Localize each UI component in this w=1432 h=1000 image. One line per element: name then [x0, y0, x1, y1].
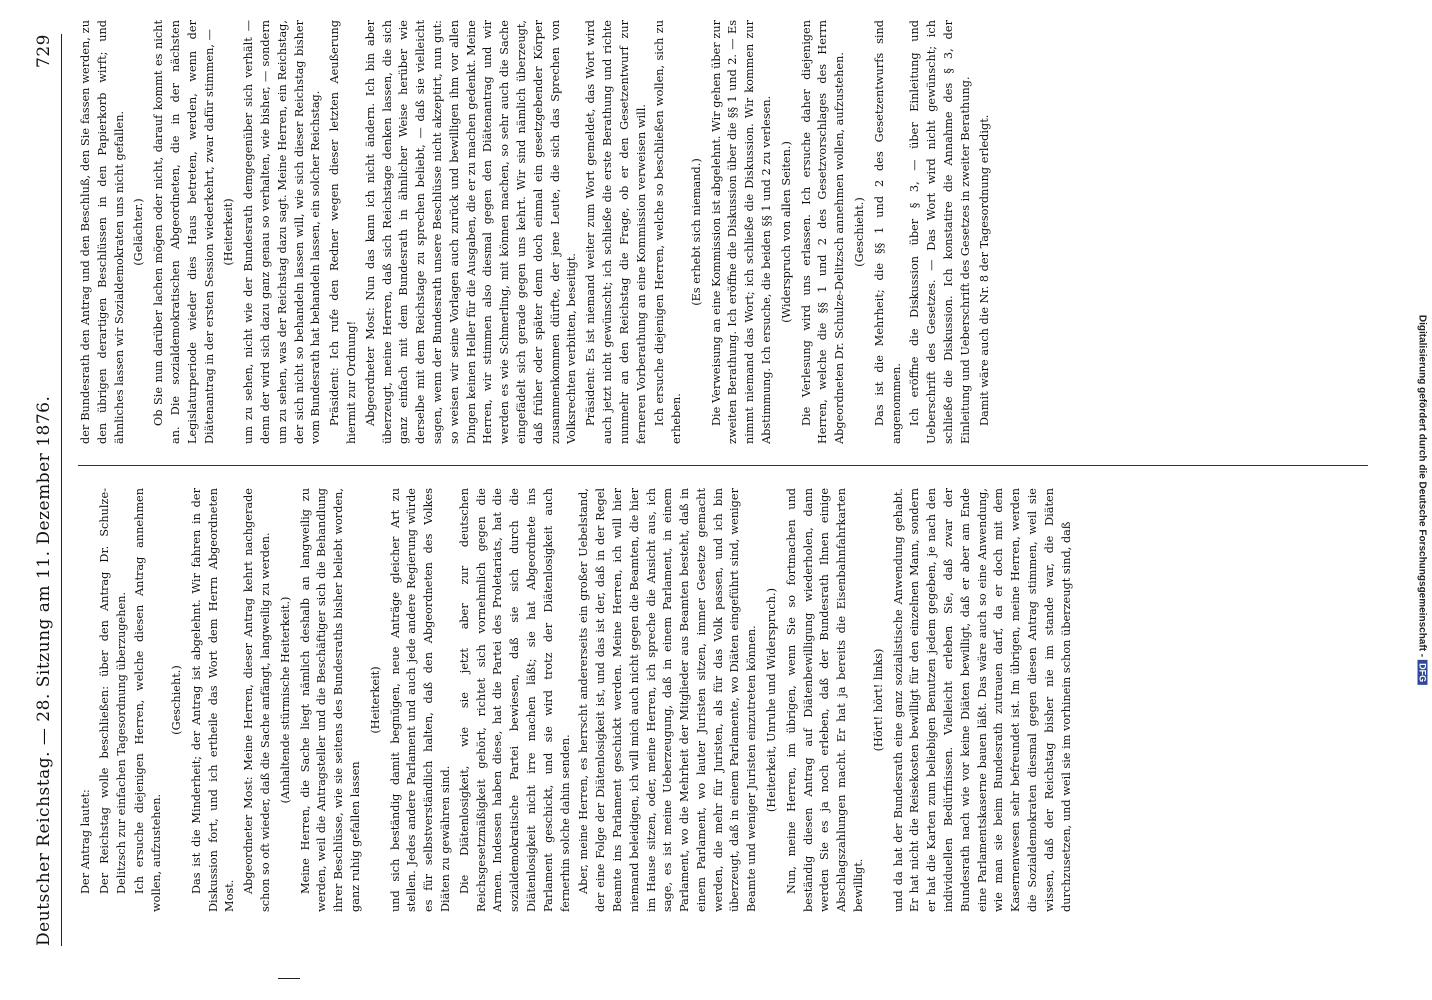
right-paragraph: (Widerspruch von allen Seiten.): [779, 141, 793, 323]
column-divider: [78, 465, 1368, 466]
right-paragraph: (Geschieht.): [853, 197, 867, 267]
right-paragraph: Ich eröffne die Diskussion über § 3, — über Einleitung und Ueberschrift des Gesetzes. — Das Wort wird nicht gewünscht; ich schließe die Diskussion. Ich konstatire die Annahme des § 3, der Einleitung und Ueberschrift des Gesetzes in zweiter Berathung.: [908, 20, 972, 444]
left-paragraph: Der Antrag lautet:: [79, 789, 92, 894]
left-paragraph: (Heiterkeit): [368, 666, 382, 734]
digitization-credit: [1412, 0, 1432, 1000]
left-paragraph: (Heiterkeit, Unruhe und Widerspruch.): [765, 587, 779, 813]
credit-text: Digitalisierung gefördert durch die Deutsche Forschungsgemeinschaft -: [1416, 314, 1428, 658]
right-paragraph: Die Verlesung wird uns erlassen. Ich ersuche daher diejenigen Herren, welche die §§ 1 und 2 des Gesetzvorschlages des Herrn Abgeordneten Dr. Schulze-Delitzsch annehmen wollen, aufzustehen.: [799, 20, 847, 444]
page-header: [28, 34, 62, 946]
right-paragraph: Präsident: Ich rufe den Redner wegen dieser letzten Aeußerung hiermit zur Ordnung!: [328, 20, 358, 444]
right-column: [78, 20, 1378, 444]
header-title: Deutscher Reichstag. — 28. Sitzung am 11. Dezember 1876.: [34, 395, 54, 946]
left-paragraph: Nun, meine Herren, im übrigen, wenn Sie so fortmachen und beständig diesen Antrag auf Diätenbewilligung wiederholen, dann werden Sie es ja noch erleben, daß der Bundesrath Ihnen einige Abschlagszahlungen macht. Er hat ja bereits die Eisenbahnfahrkarten bewilligt.: [784, 488, 866, 912]
right-paragraph: Damit wäre auch die Nr. 8 der Tagesordnung erledigt.: [977, 114, 991, 426]
left-paragraph: Meine Herren, die Sache liegt nämlich deshalb an langweilig zu werden, weil die Antragsteller und die Beschäftiger sich die Behandlung ihrer Beschlüsse, wie sie seitens des Bundesraths bisher beliebt worden, ganz ruhig gefallen lassen: [298, 488, 362, 912]
left-paragraph: Ich ersuche diejenigen Herren, welche diesen Antrag annehmen wollen, aufzustehen.: [133, 488, 164, 912]
right-paragraph: Das ist die Mehrheit; die §§ 1 und 2 des Gesetzentwurfs sind angenommen.: [872, 20, 903, 444]
right-paragraph: Die Verweisung an eine Kommission ist abgelehnt. Wir gehen über zur zweiten Berathung. Ich eröffne die Diskussion über die §§ 1 und 2. — Es nimmt niemand das Wort; ich schließe die Diskussion. Wir kommen zur Abstimmung. Ich ersuche, die beiden §§ 1 und 2 zu verlesen.: [709, 20, 774, 444]
page-number: 729: [34, 34, 54, 68]
header-rule: [61, 34, 62, 946]
right-paragraph: Präsident: Es ist niemand weiter zum Wort gemeldet, das Wort wird auch jetzt nicht gewünscht; ich schließe die erste Berathung und richte nunmehr an den Reichstag die Frage, ob er den Gesetzentwurf zur ferneren Vorberathung an eine Kommission verweisen will.: [584, 20, 648, 444]
right-paragraph: (Gelächter.): [132, 198, 146, 266]
left-paragraph: Abgeordneter Most: Meine Herren, dieser Antrag kehrt nachgerade schon so oft wieder, daß die Sache anfängt, langweilig zu werden.: [242, 488, 272, 912]
right-paragraph: der Bundesrath den Antrag und den Beschluß, den Sie fassen werden, zu den übrigen derartigen Beschlüssen in den Papierkorb wirft; und ähnliches lassen wir Sozialdemokraten uns nicht gefallen.: [79, 20, 126, 444]
left-paragraph: Aber, meine Herren, es herrscht andererseits ein großer Uebelstand, der eine Folge der Diätenlosigkeit ist, und das ist der, daß in der Regel Beamte ins Parlament geschickt werden. Meine Herren, ich will hier niemand beleidigen, ich will mich auch nicht gegen die Beamten, die hier im Hause sitzen, oder, meine Herren, ich spreche die Ansicht aus, ich sage, es ist meine Ueberzeugung, daß in einem Parlament, in einem Parlament, wo die Mehrheit der Mitglieder aus Beamten besteht, daß in einem Parlament, wo lauter Juristen sitzen, immer Gesetze gemacht werden, die mehr für Juristen, als für das Volk passen, und ich bin überzeugt, daß in einem Parlamente, wo Diäten eingeführt sind, weniger Beamte und weniger Juristen einzutreten können.: [577, 488, 759, 912]
left-paragraph: und da hat der Bundesrath eine ganz sozialistische Anwendung gehabt. Er hat nicht die Reisekosten bewilligt für den einzelnen Mann, sondern er hat die Karten zum beliebigen Benutzen jedem gegeben, je nach den individuellen Bedürfnissen. Vielleicht erleben Sie, daß zwar der Bundesrath nach wie vor keine Diäten bewilligt, daß er aber am Ende eine Parlamentskaserne bauen läßt. Das wäre auch so eine Anwendung, wie man sie beim Bundesrath zutrauen darf, da er doch mit dem Kasernenwesen sehr befreundet ist. Im übrigen, meine Herren, werden die Sozialdemokraten diesmal gegen diesen Antrag stimmen, weil sie wissen, daß der Reichstag bisher nie im stande war, die Diäten durchzusetzen, und weil sie im vorhinein schon überzeugt sind, daß: [891, 488, 1073, 912]
left-paragraph: (Geschieht.): [169, 665, 183, 735]
left-paragraph: (Anhaltende stürmische Heiterkeit.): [278, 596, 292, 804]
right-paragraph: Ich ersuche diejenigen Herren, welche so beschließen wollen, sich zu erheben.: [653, 20, 684, 444]
left-column: [78, 488, 1378, 912]
dfg-logo: DFG: [1418, 660, 1428, 685]
right-paragraph: Abgeordneter Most: Nun das kann ich nicht ändern. Ich bin aber überzeugt, meine Herren, daß sich Reichstage denken lassen, die sich ganz einfach mit dem Bundesrath in ähnlicher Weise herüber wie derselbe mit dem Reichstage zu sprechen beliebt, — daß sie vielleicht sagen, wenn der Bundesrath unsere Beschlüsse nicht akzeptirt, nun gut: so weisen wir seine Vorlagen auch zurück und bewilligen ihm vor allen Dingen keinen Heller für die Ausgaben, die er zu machen gedenkt. Meine Herren, wir stimmen also diesmal gegen den Diätenantrag und wir werden es wie Schmerling, mit können machen, so sehr auch die Sache eingefädelt sich gerade gegen uns kehrt. Wir sind nämlich überzeugt, daß früher oder später denn doch einmal ein gesetzgebender Körper zusammenkommen dürfte, der jene Leute, die sich das Sprechen von Volksrechten verbitten, beseitigt.: [363, 20, 579, 444]
credit-line: [1417, 315, 1428, 685]
left-paragraph: und sich beständig damit begnügen, neue Anträge gleicher Art zu stellen. Jedes andere Parlament und auch jede andere Regierung würde es für selbstverständlich halten, daß den Abgeordneten des Volkes Diäten zu gewähren sind.: [388, 488, 452, 912]
left-paragraph: Das ist die Minderheit; der Antrag ist abgelehnt. Wir fahren in der Diskussion fort, und ich ertheile das Wort dem Herrn Abgeordneten Most.: [189, 488, 237, 912]
right-paragraph: Ob Sie nun darüber lachen mögen oder nicht, darauf kommt es nicht an. Die sozialdemokratischen Abgeordneten, die in der nächsten Legislaturperiode wieder dies Haus betreten, werden, wenn der Diätenantrag in der ersten Session wiederkehrt, zwar dafür stimmen, —: [152, 20, 216, 444]
left-paragraph: Der Reichstag wolle beschließen: über den Antrag Dr. Schulze-Delitzsch zur einfachen Tagesordnung überzugehen.: [97, 488, 128, 894]
margin-tick: [278, 978, 300, 979]
right-paragraph: (Es erhebt sich niemand.): [689, 158, 703, 306]
left-paragraph: (Hört! hört! links): [871, 648, 885, 752]
left-paragraph: Die Diätenlosigkeit, wie sie jetzt aber zur deutschen Reichsgesetzmäßigkeit gehört, richtet sich vornehmlich gegen die Armen. Indessen haben diese, hat die Partei des Proletariats, hat die sozialdemokratische Partei bewiesen, daß sie sich durch die Diätenlosigkeit nicht irre machen läßt; sie hat Abgeordnete ins Parlament geschickt, und sie wird trotz der Diätenlosigkeit auch fernerhin solche dahin senden.: [457, 488, 572, 912]
right-paragraph: (Heiterkeit): [222, 198, 236, 266]
right-paragraph: um zu sehen, nicht wie der Bundesrath demgegenüber sich verhält — denn der wird sich dazu ganz genau so verhalten, wie bisher, — sondern um zu sehen, was der Reichstag dazu sagt. Meine Herren, ein Reichstag, der sich nicht so behandeln lassen will, wie sich dieser Reichstag bisher vom Bundesrath hat behandeln lassen, ein solcher Reichstag.: [242, 20, 323, 444]
